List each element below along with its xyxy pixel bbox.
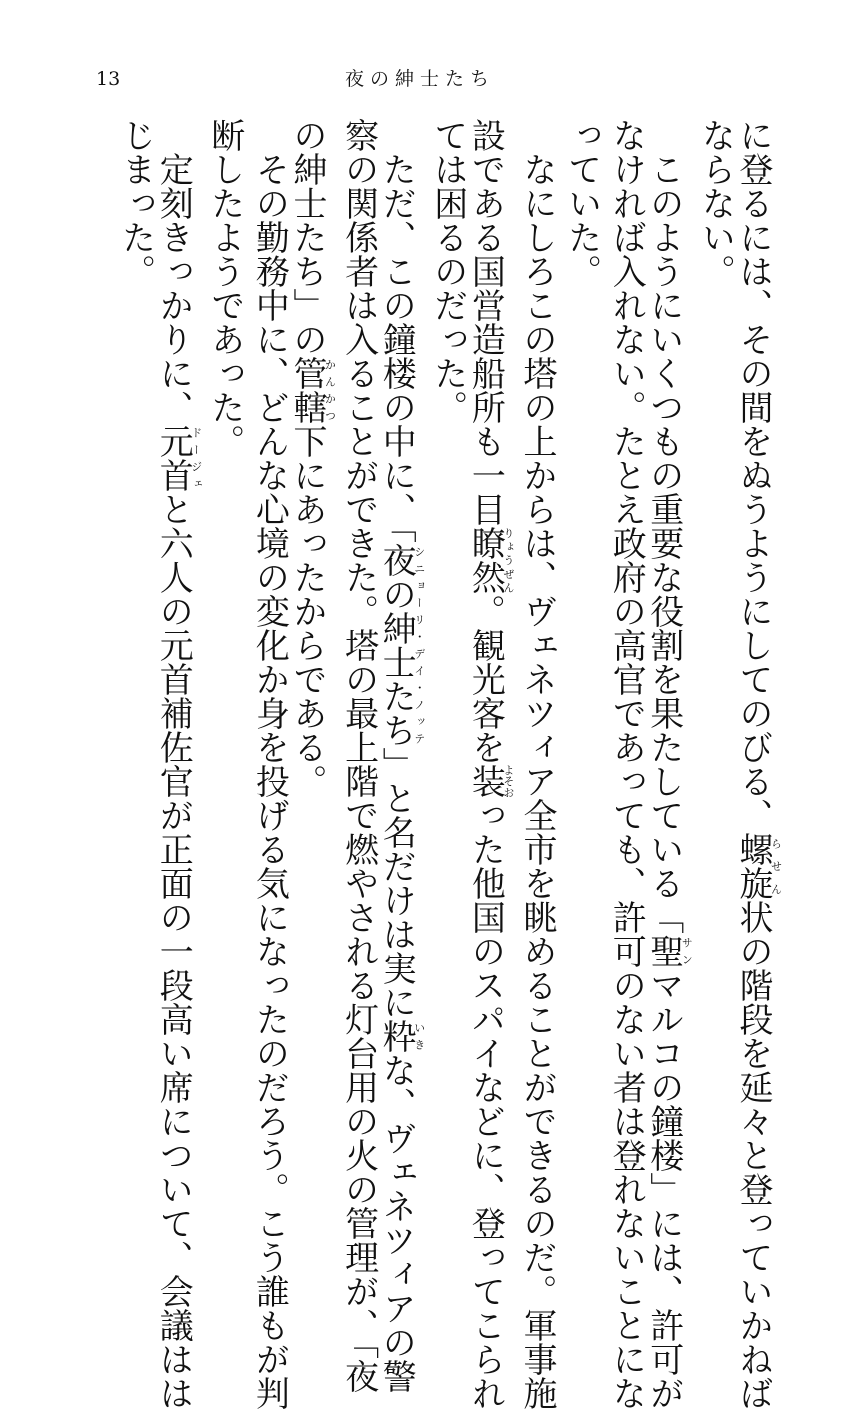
ruby-base: 管轄 (287, 356, 327, 424)
text-column (203, 118, 247, 1138)
text-run: に登るには、その間をぬうようにしてのびる、 (733, 118, 773, 832)
text-run: このようにいくつもの重要な役割を果たしている「 (643, 118, 684, 934)
text-run: なければ入れない。たとえ政府の高官であっても、許可のない者は登れないことにな (606, 118, 647, 1410)
ruby-reading: よそお (501, 764, 515, 798)
text-run: 設である国営造船所も一目 (465, 118, 506, 526)
text-run: 」と名だけは実に (376, 747, 417, 1019)
ruby-base: 装 (465, 764, 506, 798)
text-run: 定刻きっかりに、 (153, 118, 194, 424)
text-run: マルコの鐘楼」には、許可が (643, 968, 684, 1410)
ruby-base: 瞭然 (465, 526, 506, 594)
ruby-reading: らせん (769, 832, 783, 900)
ruby-base: 螺旋 (733, 832, 773, 900)
ruby-annotated-word (465, 526, 515, 594)
text-run: 。観光客を (465, 594, 506, 764)
ruby-annotated-word (287, 356, 337, 424)
text-column (287, 118, 337, 1138)
ruby-reading: いき (412, 1019, 426, 1053)
ruby-annotated-word (733, 832, 783, 900)
ruby-reading: ドージェ (189, 424, 203, 492)
page-number: 13 (96, 68, 121, 90)
text-run: の紳士たち」の (287, 118, 327, 356)
ruby-reading: りょうぜん (501, 526, 515, 594)
text-run: と六人の元首補佐官が正面の一段高い席について、会議はは (153, 492, 194, 1410)
ruby-base: 元首 (153, 424, 194, 492)
ruby-annotated-word (153, 424, 203, 492)
ruby-reading: かんかつ (323, 356, 337, 424)
text-column (153, 118, 203, 1410)
text-run: その勤務中に、どんな心境の変化か身を投げる気になったのだろう。こう誰もが判 (249, 118, 290, 1410)
text-run: 察の関係者は入ることができた。塔の最上階で燃やされる灯台用の火の管理が、「夜 (338, 118, 379, 1393)
text-run: った他国のスパイなどに、登ってこられ (465, 798, 506, 1410)
ruby-base: 粋 (376, 1019, 417, 1053)
text-run: 状の階段を延々と登っていかねば (733, 900, 773, 1410)
text-column (337, 118, 381, 1393)
ruby-reading: サン (680, 934, 694, 968)
ruby-base: 夜の紳士たち (376, 543, 417, 747)
ruby-base: 聖 (643, 934, 684, 968)
text-column (465, 118, 515, 1410)
ruby-annotated-word (376, 543, 426, 747)
text-column (515, 118, 559, 1410)
text-column (426, 118, 470, 1138)
ruby-annotated-word (465, 764, 515, 798)
text-column (376, 118, 426, 1393)
text-run: 断したようであった。 (204, 118, 245, 458)
text-column (560, 118, 604, 1138)
ruby-annotated-word (643, 934, 694, 968)
text-column (733, 118, 783, 1410)
text-column (643, 118, 694, 1410)
text-run: ただ、この鐘楼の中に、「 (376, 118, 417, 543)
text-column (114, 118, 158, 1138)
text-column (604, 118, 648, 1410)
text-run: な、ヴェネツィアの警 (376, 1053, 417, 1393)
text-run: なにしろこの塔の上からは、ヴェネツィア全市を眺めることができるのだ。軍事施 (517, 118, 557, 1410)
ruby-reading: シニョーリ・デイ・ノッテ (412, 543, 426, 747)
text-column (247, 118, 291, 1410)
text-run: ては困るのだった。 (427, 118, 468, 424)
text-run: じまった。 (115, 118, 156, 288)
ruby-annotated-word (376, 1019, 426, 1053)
text-run: ならない。 (695, 118, 736, 288)
text-run: 下にあったからである。 (287, 424, 327, 798)
text-column (693, 118, 737, 1138)
running-title: 夜の紳士たち (345, 68, 496, 90)
text-run: っていた。 (561, 118, 602, 288)
